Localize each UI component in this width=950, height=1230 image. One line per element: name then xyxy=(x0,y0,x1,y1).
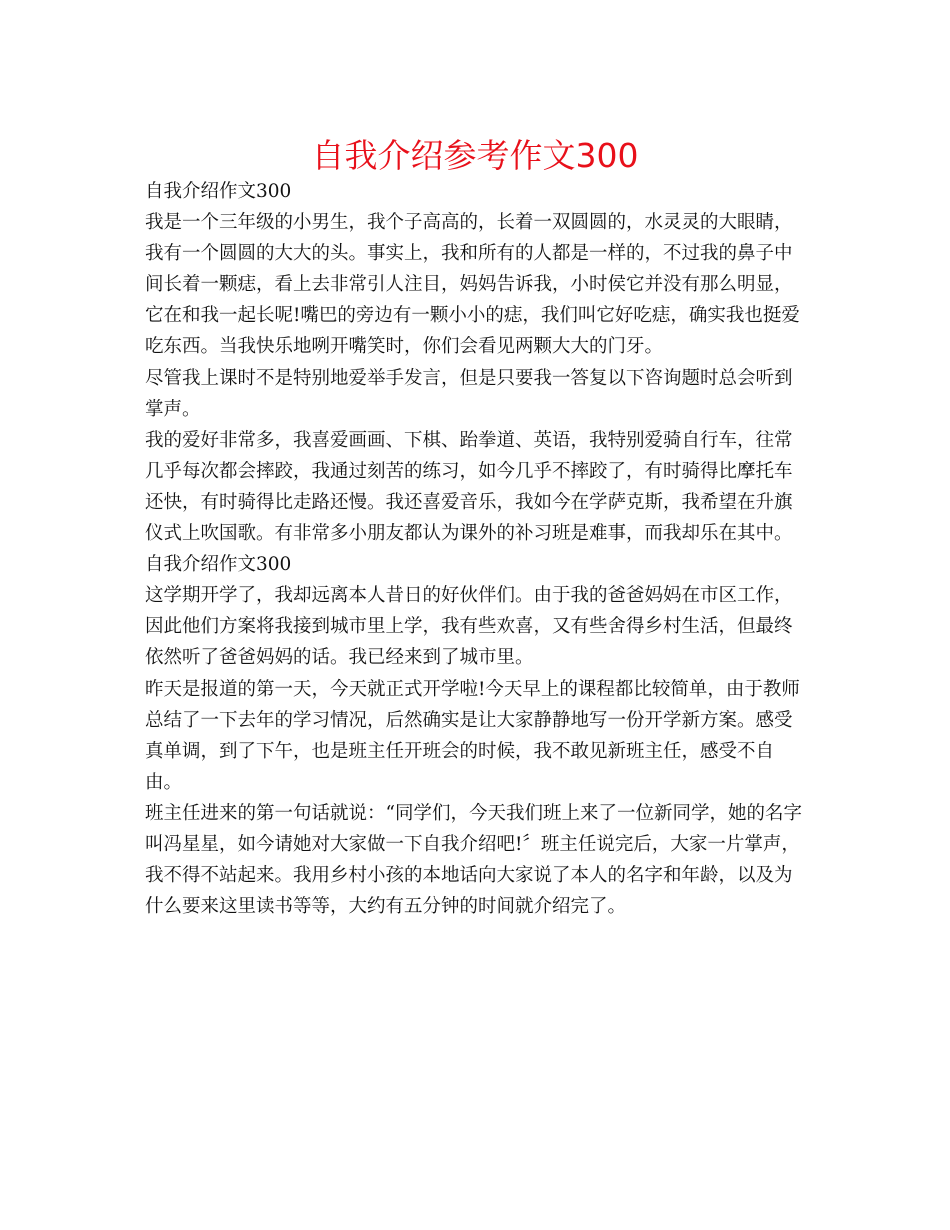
text-line: 我有一个圆圆的大大的头。事实上，我和所有的人都是一样的，不过我的鼻子中 xyxy=(145,243,793,265)
section-heading: 自我介绍作文300 xyxy=(145,554,292,576)
text-line: 总结了一下去年的学习情况，后然确实是让大家静静地写一份开学新方案。感受 xyxy=(145,709,793,731)
text-line: 这学期开学了，我却远离本人昔日的好伙伴们。由于我的爸爸妈妈在市区工作， xyxy=(145,585,793,607)
text-line: 尽管我上课时不是特别地爱举手发言，但是只要我一答复以下咨询题时总会听到 xyxy=(145,367,793,389)
text-line: 我的爱好非常多，我喜爱画画、下棋、跆拳道、英语，我特别爱骑自行车，往常 xyxy=(145,429,793,451)
document-title: 自我介绍参考作文300 xyxy=(311,136,639,175)
text-line: 依然听了爸爸妈妈的话。我已经来到了城市里。 xyxy=(145,647,534,669)
text-line: 吃东西。当我快乐地咧开嘴笑时，你们会看见两颗大大的门牙。 xyxy=(145,336,664,358)
text-line: 班主任进来的第一句话就说：“同学们，今天我们班上来了一位新同学，她的名字 xyxy=(145,802,802,824)
section-heading: 自我介绍作文300 xyxy=(145,181,292,202)
document-body xyxy=(145,176,815,922)
text-line: 因此他们方案将我接到城市里上学，我有些欢喜，又有些舍得乡村生活，但最终 xyxy=(145,616,793,638)
text-line: 它在和我一起长呢!嘴巴的旁边有一颗小小的痣，我们叫它好吃痣，确实我也挺爱 xyxy=(145,305,800,327)
text-line: 我是一个三年级的小男生，我个子高高的，长着一双圆圆的，水灵灵的大眼睛， xyxy=(145,212,793,234)
text-line: 叫冯星星，如今请她对大家做一下自我介绍吧!〞班主任说完后，大家一片掌声， xyxy=(145,833,800,855)
text-line: 还快，有时骑得比走路还慢。我还喜爱音乐，我如今在学萨克斯，我希望在升旗 xyxy=(145,491,793,513)
text-line: 由。 xyxy=(145,771,183,793)
text-line: 我不得不站起来。我用乡村小孩的本地话向大家说了本人的名字和年龄，以及为 xyxy=(145,865,793,887)
text-line: 间长着一颗痣，看上去非常引人注目，妈妈告诉我，小时侯它并没有那么明显， xyxy=(145,274,793,296)
text-line: 昨天是报道的第一天，今天就正式开学啦!今天早上的课程都比较简单，由于教师 xyxy=(145,678,800,700)
text-line: 仪式上吹国歌。有非常多小朋友都认为课外的补习班是难事，而我却乐在其中。 xyxy=(145,523,793,545)
text-line: 真单调，到了下午，也是班主任开班会的时候，我不敢见新班主任，感受不自 xyxy=(145,740,775,762)
text-line: 什么要来这里读书等等，大约有五分钟的时间就介绍完了。 xyxy=(145,896,627,918)
text-line: 几乎每次都会摔跤，我通过刻苦的练习，如今几乎不摔跤了，有时骑得比摩托车 xyxy=(145,460,793,482)
text-line: 掌声。 xyxy=(145,398,201,420)
